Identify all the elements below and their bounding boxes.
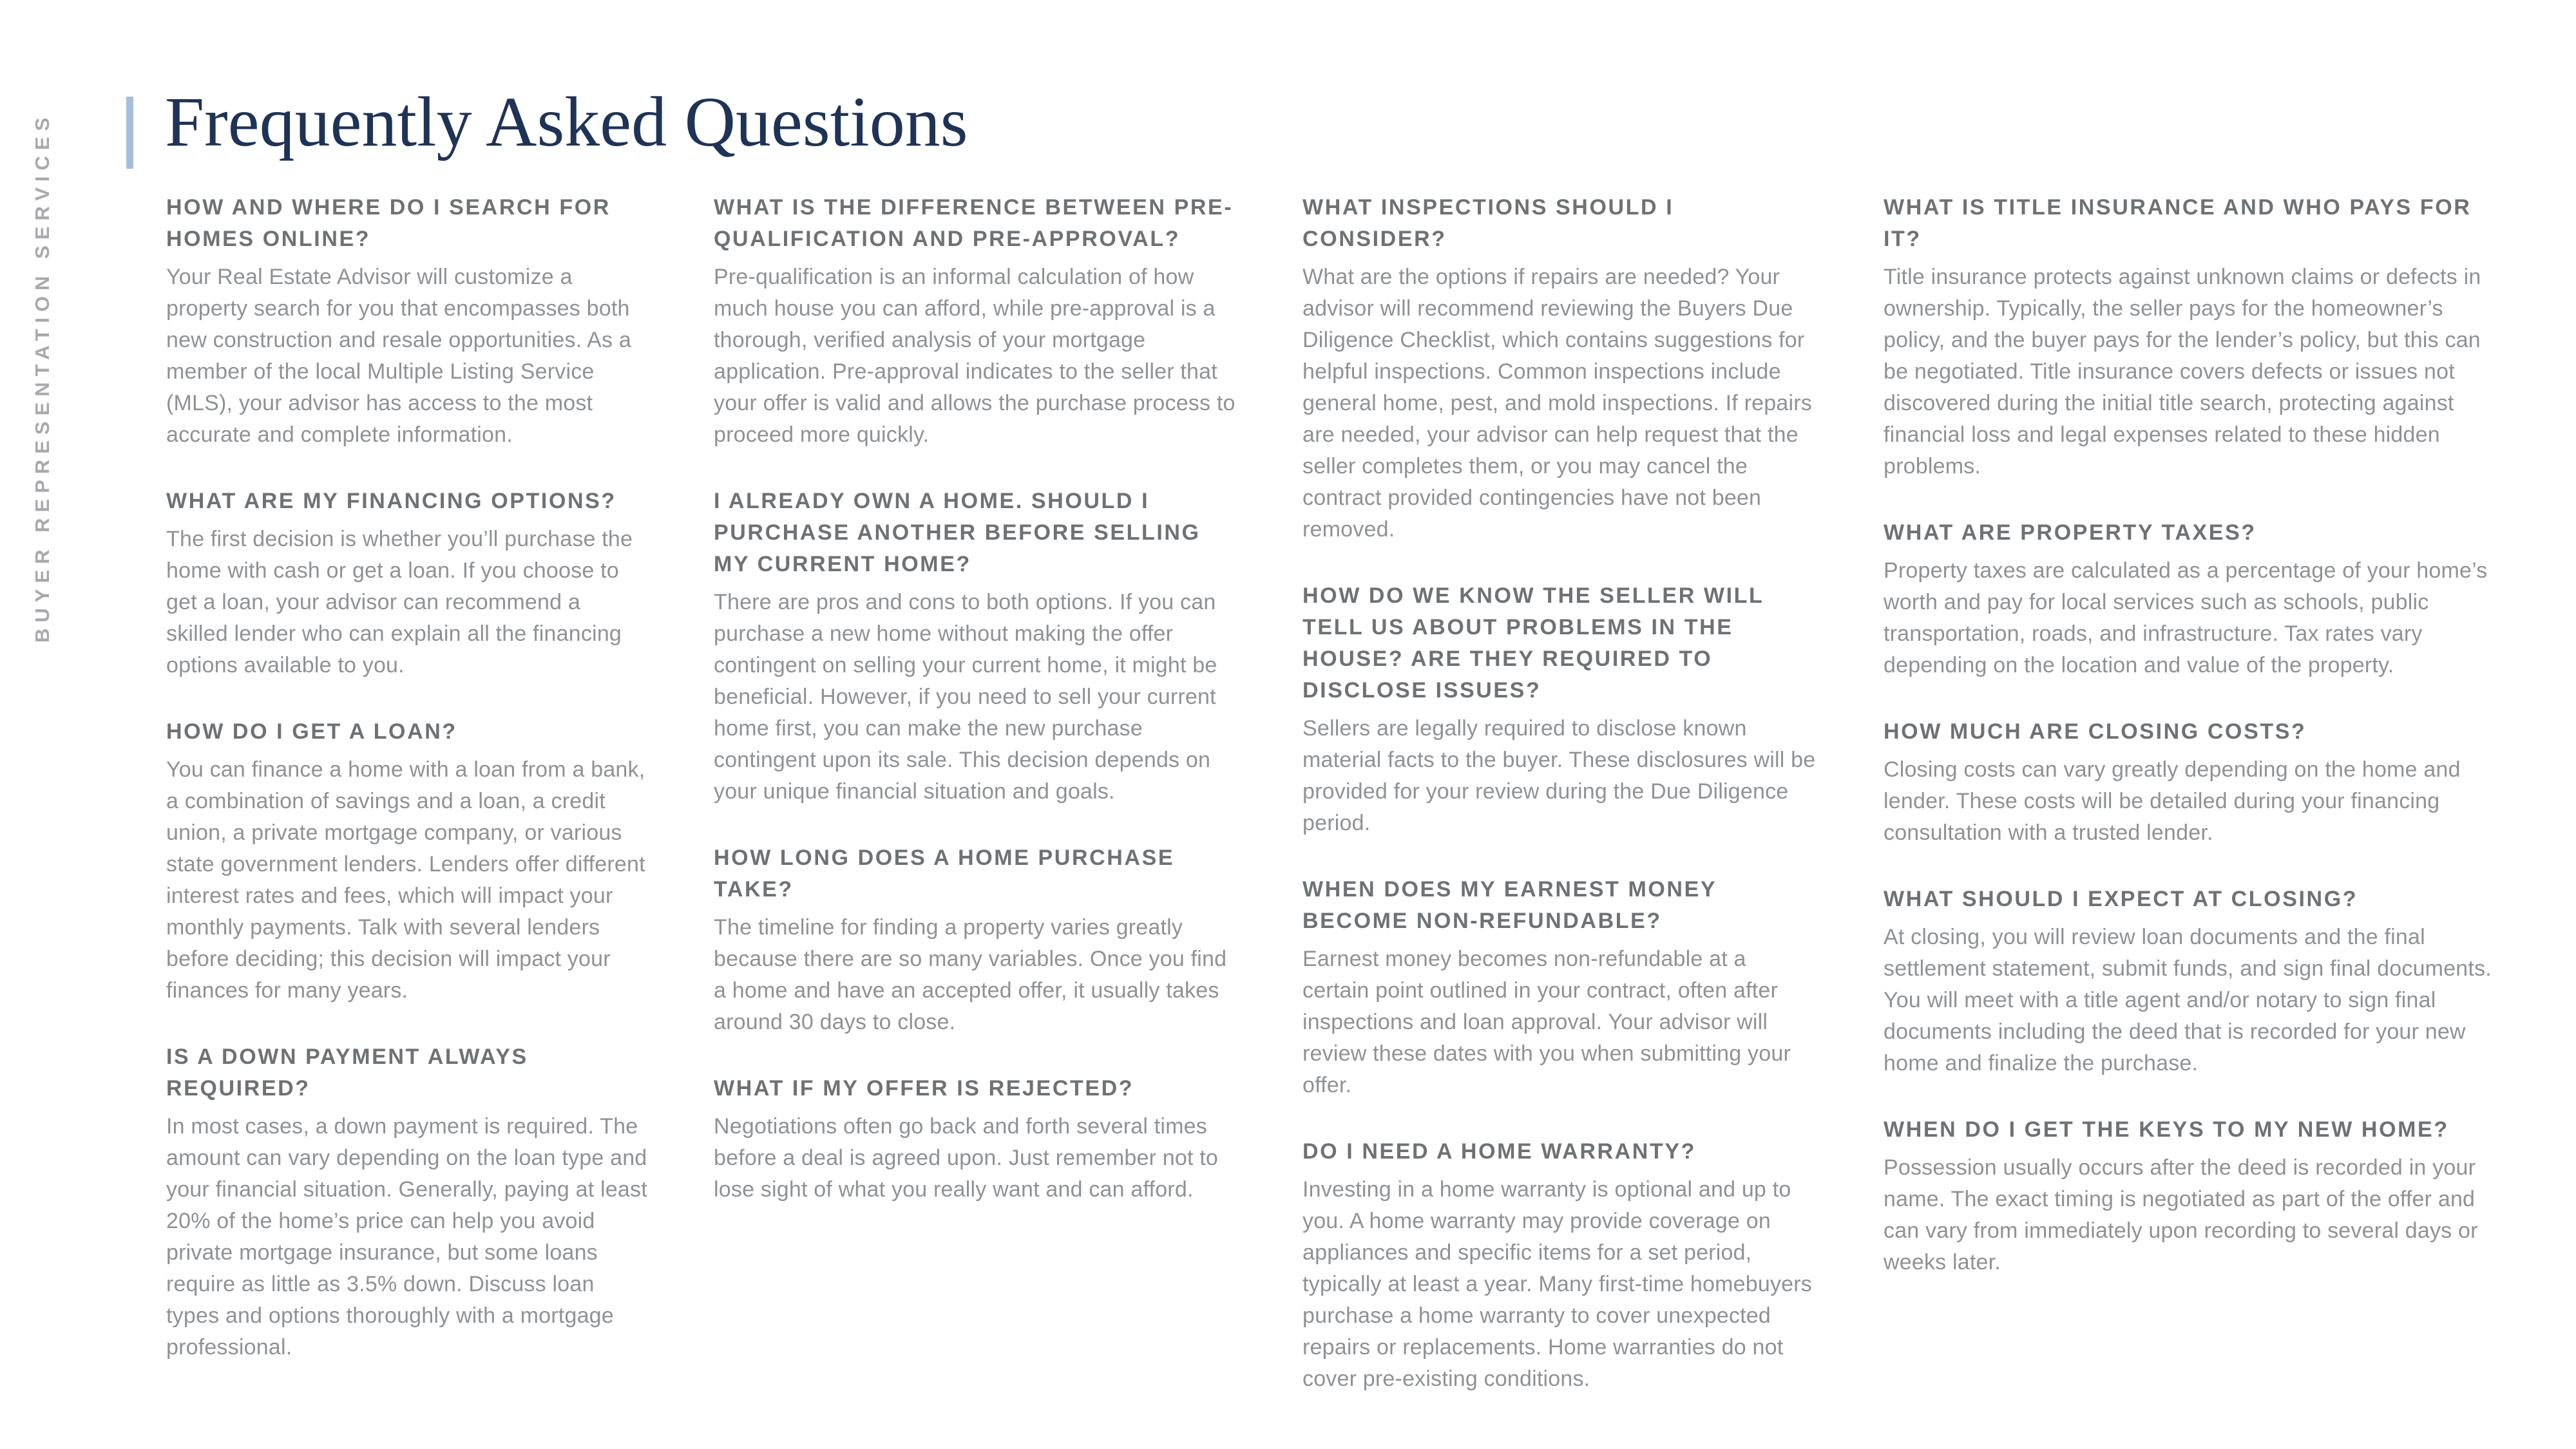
faq-item [1884,1114,2503,1278]
faq-question: HOW AND WHERE DO I SEARCH FOR HOMES ONLINE? [166,195,611,251]
faq-column-2 [714,192,1237,1395]
faq-question: WHAT IS THE DIFFERENCE BETWEEN PRE-QUALIFICATION AND PRE-APPROVAL? [714,195,1234,251]
faq-question: DO I NEED A HOME WARRANTY? [1302,1139,1696,1164]
faq-answer: What are the options if repairs are needed? Your advisor will recommend reviewing the Buyers Due Diligence Checklist, which contains suggestions for helpful inspections. Common inspections include general home, pest, and mold inspections. If repairs are needed, your advisor can help request that the seller completes them, or you may cancel the contract provided contingencies have not been removed. [1302,265,1812,542]
faq-item [166,192,648,451]
faq-question: I ALREADY OWN A HOME. SHOULD I PURCHASE ANOTHER BEFORE SELLING MY CURRENT HOME? [714,489,1201,576]
faq-answer: Investing in a home warranty is optional and up to you. A home warranty may provide coverage on appliances and specific items for a set period, typically at least a year. Many first-time homebuyers purchase a home warranty to cover unexpected repairs or replacements. Home warranties do not cover pre-existing conditions. [1302,1177,1813,1391]
faq-answer: Pre-qualification is an informal calculation of how much house you can afford, while pre-approval is a thorough, verified analysis of your mortgage application. Pre-approval indicates to the seller that your offer is valid and allows the purchase process to proceed more quickly. [714,265,1236,447]
faq-answer: Earnest money becomes non-refundable at a certain point outlined in your contract, often after inspections and loan approval. Your advisor will review these dates with you when submitting your offer. [1302,947,1791,1097]
faq-item [1884,517,2503,681]
faq-question: WHAT IF MY OFFER IS REJECTED? [714,1076,1134,1101]
faq-item [1302,874,1818,1101]
faq-answer: Your Real Estate Advisor will customize a property search for you that encompasses both new construction and resale opportunities. As a member of the local Multiple Listing Service (MLS), your advisor has access to the most accurate and complete information. [166,265,631,447]
faq-item [1302,580,1818,839]
faq-answer: You can finance a home with a loan from a bank, a combination of savings and a loan, a credit union, a private mortgage company, or various state government lenders. Lenders offer different interest rates and fees, which will impact your monthly payments. Talk with several lenders before deciding; this decision will impact your finances for many years. [166,757,645,1003]
faq-question: WHAT INSPECTIONS SHOULD I CONSIDER? [1302,195,1674,251]
faq-column-1 [166,192,648,1395]
faq-item [714,1073,1237,1206]
faq-question: WHEN DOES MY EARNEST MONEY BECOME NON-REFUNDABLE? [1302,877,1717,933]
faq-item [1302,192,1818,545]
faq-answer: At closing, you will review loan documents and the final settlement statement, submit funds, and sign final documents. You will meet with a title agent and/or notary to sign final documents including the deed that is recorded for your new home and finalize the purchase. [1884,925,2492,1075]
faq-question: HOW DO WE KNOW THE SELLER WILL TELL US ABOUT PROBLEMS IN THE HOUSE? ARE THEY REQUIRED TO DISCLOSE ISSUES? [1302,583,1764,703]
faq-item [714,192,1237,451]
faq-columns [166,192,2503,1395]
faq-question: IS A DOWN PAYMENT ALWAYS REQUIRED? [166,1045,528,1101]
title-accent-bar [126,97,133,169]
faq-item [166,1041,648,1363]
faq-answer: Possession usually occurs after the deed is recorded in your name. The exact timing is negotiated as part of the offer and can vary from immediately upon recording to several days or weeks later. [1884,1155,2478,1274]
faq-item [166,486,648,681]
faq-answer: In most cases, a down payment is required. The amount can vary depending on the loan type and your financial situation. Generally, paying at least 20% of the home’s price can help you avoid private mortgage insurance, but some loans require as little as 3.5% down. Discuss loan types and options thoroughly with a mortgage professional. [166,1114,647,1359]
faq-question: WHAT ARE PROPERTY TAXES? [1884,520,2256,545]
faq-answer: There are pros and cons to both options. If you can purchase a new home without making the offer contingent on selling your current home, it might be beneficial. However, if you need to sell your current home first, you can make the new purchase contingent upon its sale. This decision depends on your unique financial situation and goals. [714,590,1217,804]
faq-item [166,716,648,1007]
faq-item [1884,716,2503,849]
faq-item [1302,1136,1818,1395]
faq-item [714,842,1237,1038]
faq-question: WHAT SHOULD I EXPECT AT CLOSING? [1884,887,2358,911]
faq-question: WHEN DO I GET THE KEYS TO MY NEW HOME? [1884,1117,2449,1142]
faq-answer: Sellers are legally required to disclose known material facts to the buyer. These disclosures will be provided for your review during the Due Diligence period. [1302,716,1816,835]
faq-item [1884,884,2503,1079]
faq-answer: The first decision is whether you’ll purchase the home with cash or get a loan. If you choose to get a loan, your advisor can recommend a skilled lender who can explain all the financing options available to you. [166,527,633,677]
faq-answer: Title insurance protects against unknown claims or defects in ownership. Typically, the seller pays for the homeowner’s policy, and the buyer pays for the lender’s policy, but this can be negotiated. Title insurance covers defects or issues not discovered during the initial title search, protecting against financial loss and legal expenses related to these hidden problems. [1884,265,2481,478]
faq-item [1884,192,2503,482]
page-title: Frequently Asked Questions [165,82,968,161]
faq-column-4 [1884,192,2503,1395]
faq-column-3 [1302,192,1818,1395]
faq-answer: Closing costs can vary greatly depending on the home and lender. These costs will be detailed during your financing consultation with a trusted lender. [1884,757,2461,845]
sidebar-vertical-label: BUYER REPRESENTATION SERVICES [31,111,53,643]
faq-question: HOW LONG DOES A HOME PURCHASE TAKE? [714,846,1175,902]
faq-question: HOW MUCH ARE CLOSING COSTS? [1884,719,2307,744]
faq-question: WHAT IS TITLE INSURANCE AND WHO PAYS FOR IT? [1884,195,2472,251]
faq-question: WHAT ARE MY FINANCING OPTIONS? [166,489,616,513]
faq-item [714,486,1237,808]
faq-answer: Negotiations often go back and forth several times before a deal is agreed upon. Just remember not to lose sight of what you really want and can afford. [714,1114,1219,1202]
faq-answer: Property taxes are calculated as a percentage of your home’s worth and pay for local services such as schools, public transportation, roads, and infrastructure. Tax rates vary depending on the location and value of the property. [1884,558,2488,677]
faq-answer: The timeline for finding a property varies greatly because there are so many variables. Once you find a home and have an accepted offer, it usually takes around 30 days to close. [714,915,1227,1034]
faq-question: HOW DO I GET A LOAN? [166,719,457,744]
